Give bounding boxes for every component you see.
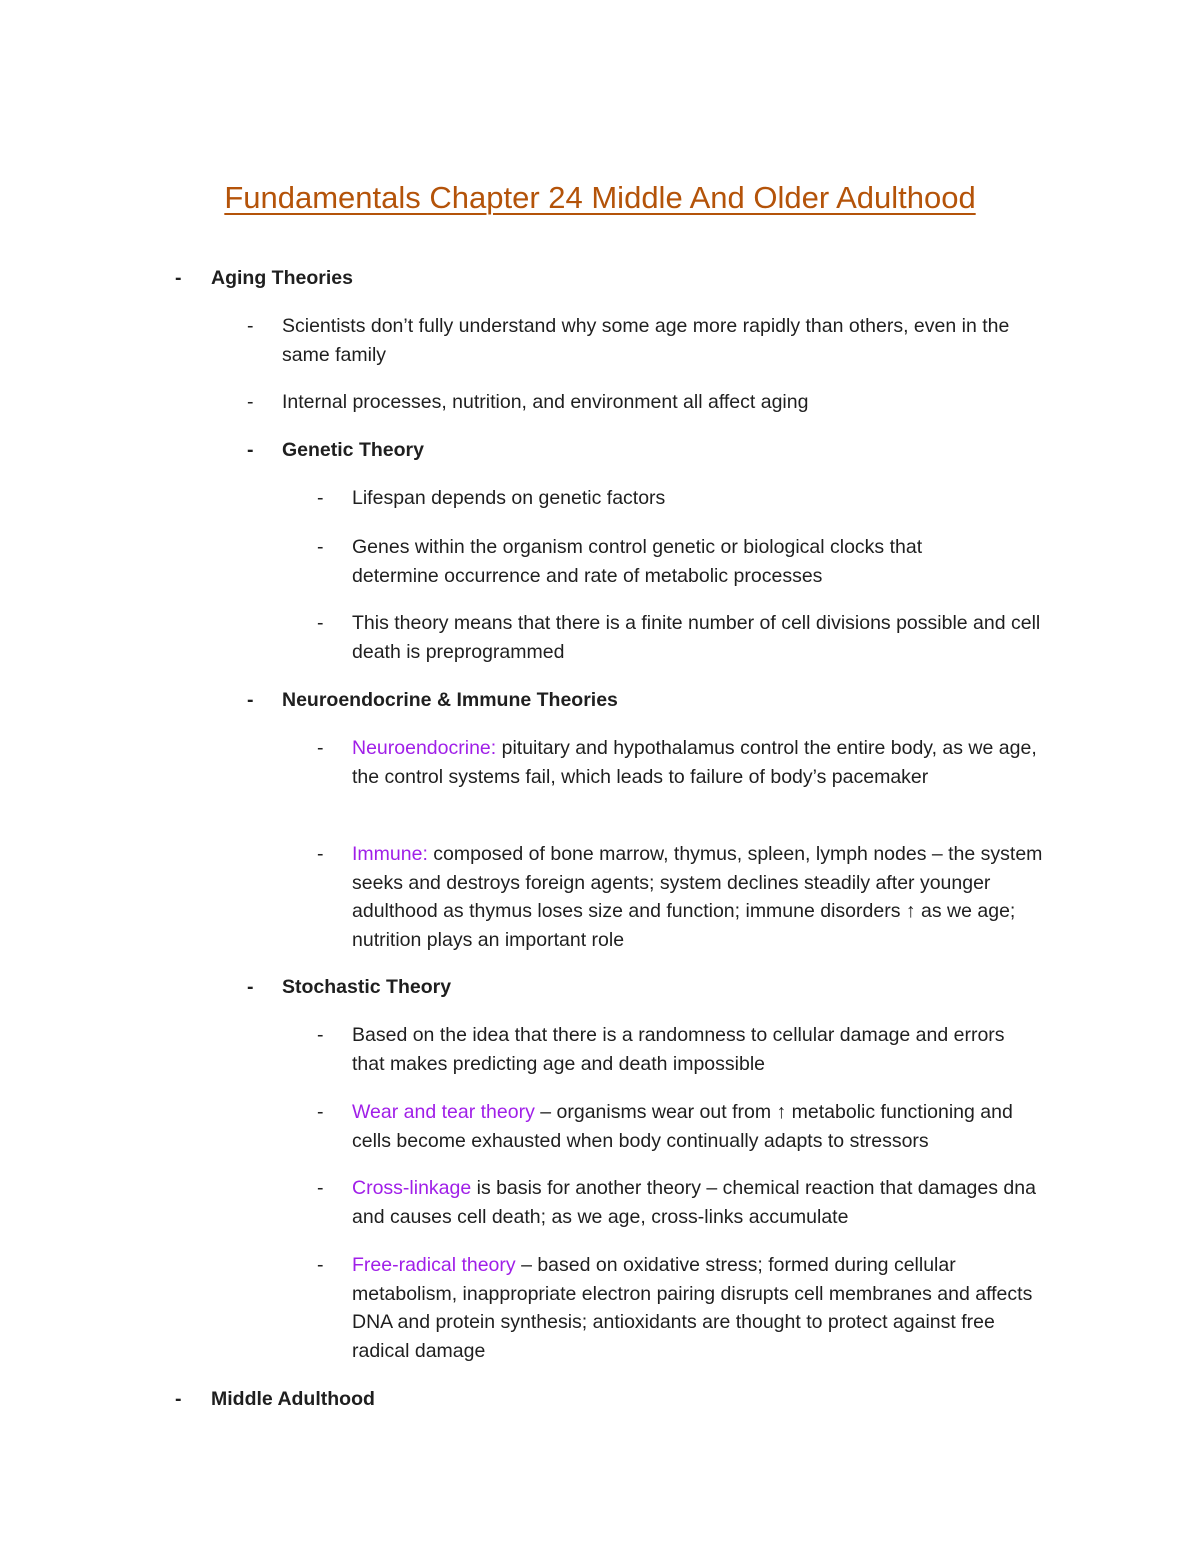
bullet-dash: - — [317, 487, 324, 509]
bullet-dash: - — [317, 1254, 324, 1276]
highlighted-term: Free-radical theory — [352, 1254, 516, 1276]
list-item-text — [352, 840, 1057, 954]
bullet-dash: - — [317, 1177, 324, 1199]
bullet-dash: - — [247, 689, 254, 711]
bullet-dash: - — [175, 1388, 182, 1410]
term-description: – based on oxidative stress; formed during cellular metabolism, inappropriate electron pairing disrupts cell membranes and affects DNA and protein synthesis; antioxidants are thought to protect against free radical damage — [352, 1254, 1033, 1362]
highlighted-term: Wear and tear theory — [352, 1101, 535, 1123]
bullet-dash: - — [317, 843, 324, 865]
term-description: is basis for another theory – chemical reaction that damages dna and causes cell death; as we age, cross-links accumulate — [352, 1177, 1036, 1228]
list-item-text: Internal processes, nutrition, and environment all affect aging — [282, 391, 809, 413]
bullet-dash: - — [317, 737, 324, 759]
term-description: composed of bone marrow, thymus, spleen, lymph nodes – the system seeks and destroys foreign agents; system declines steadily after younger adulthood as thymus loses size and function; immune disorders ↑ as we age; nutrition plays an important role — [352, 843, 1043, 951]
bullet-dash: - — [317, 1024, 324, 1046]
list-item-text: This theory means that there is a finite number of cell divisions possible and cell death is preprogrammed — [352, 612, 1041, 663]
list-item-text: Lifespan depends on genetic factors — [352, 487, 666, 509]
heading-text: Middle Adulthood — [211, 1388, 375, 1410]
highlighted-term: Immune: — [352, 843, 428, 865]
term-description: – organisms wear out from ↑ metabolic functioning and cells become exhausted when body continually adapts to stressors — [352, 1101, 1013, 1152]
list-item-text — [352, 734, 1042, 791]
bullet-dash: - — [317, 536, 324, 558]
bullet-dash: - — [247, 315, 254, 337]
heading-text: Neuroendocrine & Immune Theories — [282, 689, 618, 711]
list-item-text — [352, 1174, 1052, 1231]
list-item-text: Genes within the organism control genetic or biological clocks that determine occurrence and rate of metabolic processes — [352, 536, 923, 587]
heading-text: Genetic Theory — [282, 439, 424, 461]
heading-text: Stochastic Theory — [282, 976, 452, 998]
bullet-dash: - — [247, 391, 254, 413]
bullet-dash: - — [175, 267, 182, 289]
heading-text: Aging Theories — [211, 267, 353, 289]
bullet-dash: - — [317, 1101, 324, 1123]
list-item-text — [352, 1098, 1057, 1155]
document-title: Fundamentals Chapter 24 Middle And Older Adulthood — [224, 180, 976, 215]
bullet-dash: - — [247, 976, 254, 998]
list-item-text: Based on the idea that there is a randomness to cellular damage and errors that makes predicting age and death impossible — [352, 1024, 1005, 1075]
list-item-text: Scientists don’t fully understand why some age more rapidly than others, even in the same family — [282, 315, 1010, 366]
list-item-text — [352, 1251, 1052, 1365]
bullet-dash: - — [247, 439, 254, 461]
bullet-dash: - — [317, 612, 324, 634]
highlighted-term: Cross-linkage — [352, 1177, 472, 1199]
term-description: pituitary and hypothalamus control the entire body, as we age, the control systems fail, which leads to failure of body’s pacemaker — [352, 737, 1037, 788]
highlighted-term: Neuroendocrine: — [352, 737, 497, 759]
